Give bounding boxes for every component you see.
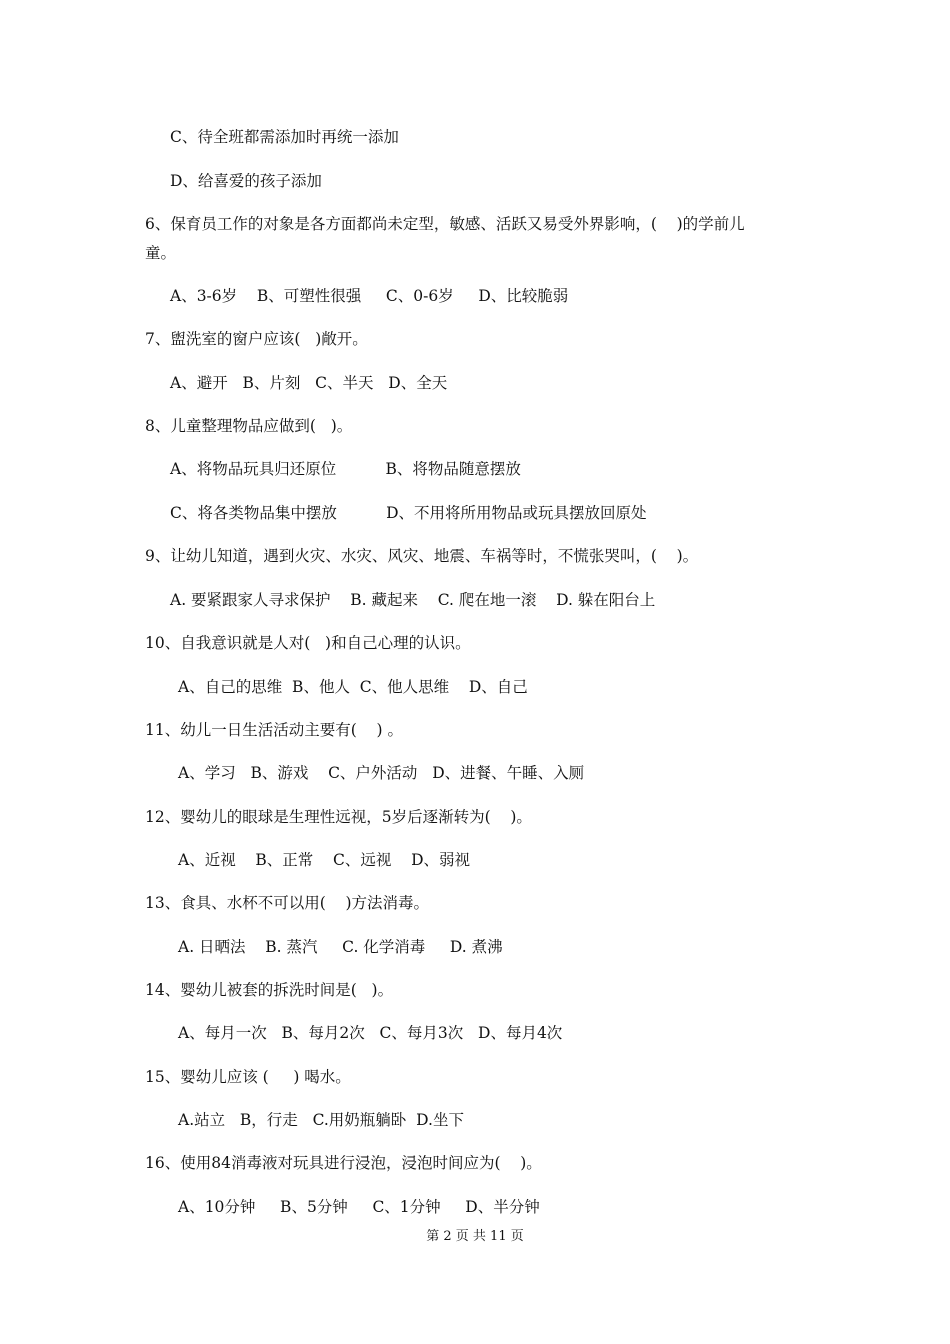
- question-14: 14、婴幼儿被套的拆洗时间是( )。: [145, 981, 394, 999]
- option-line-q5-d: D、给喜爱的孩子添加: [170, 172, 322, 190]
- question-13: 13、食具、水杯不可以用( )方法消毒。: [145, 894, 430, 912]
- question-8: 8、儿童整理物品应做到( )。: [145, 417, 353, 435]
- page-footer: 第 2 页 共 11 页: [426, 1229, 524, 1244]
- question-10: 10、自我意识就是人对( )和自己心理的认识。: [145, 634, 471, 652]
- question-12: 12、婴幼儿的眼球是生理性远视，5岁后逐渐转为( )。: [145, 808, 532, 826]
- question-9: 9、让幼儿知道，遇到火灾、水灾、风灾、地震、车祸等时，不慌张哭叫，( )。: [145, 547, 699, 565]
- question-6-continued: 童。: [145, 244, 177, 262]
- question-6: 6、保育员工作的对象是各方面都尚未定型，敏感、活跃又易受外界影响，( )的学前儿: [145, 215, 745, 233]
- options-q15: A.站立 B，行走 C.用奶瓶躺卧 D.坐下: [178, 1111, 464, 1129]
- options-q11: A、学习 B、游戏 C、户外活动 D、进餐、午睡、入厕: [178, 764, 585, 782]
- question-11: 11、幼儿一日生活活动主要有( ) 。: [145, 721, 403, 739]
- options-q6: A、3-6岁 B、可塑性很强 C、0-6岁 D、比较脆弱: [170, 287, 569, 305]
- options-q8-cd: C、将各类物品集中摆放 D、不用将所用物品或玩具摆放回原处: [170, 504, 647, 522]
- options-q12: A、近视 B、正常 C、远视 D、弱视: [178, 851, 470, 869]
- options-q9: A. 要紧跟家人寻求保护 B. 藏起来 C. 爬在地一滚 D. 躲在阳台上: [170, 591, 656, 609]
- option-line-q5-c: C、待全班都需添加时再统一添加: [170, 128, 399, 146]
- options-q13: A. 日晒法 B. 蒸汽 C. 化学消毒 D. 煮沸: [178, 938, 503, 956]
- question-16: 16、使用84消毒液对玩具进行浸泡，浸泡时间应为( )。: [145, 1154, 542, 1172]
- options-q7: A、避开 B、片刻 C、半天 D、全天: [170, 374, 448, 392]
- options-q10: A、自己的思维 B、他人 C、他人思维 D、自己: [178, 678, 528, 696]
- question-15: 15、婴幼儿应该 ( ) 喝水。: [145, 1068, 351, 1086]
- question-7: 7、盥洗室的窗户应该( )敞开。: [145, 330, 368, 348]
- options-q14: A、每月一次 B、每月2次 C、每月3次 D、每月4次: [178, 1024, 563, 1042]
- options-q16: A、10分钟 B、5分钟 C、1分钟 D、半分钟: [178, 1198, 540, 1216]
- options-q8-ab: A、将物品玩具归还原位 B、将物品随意摆放: [170, 460, 521, 478]
